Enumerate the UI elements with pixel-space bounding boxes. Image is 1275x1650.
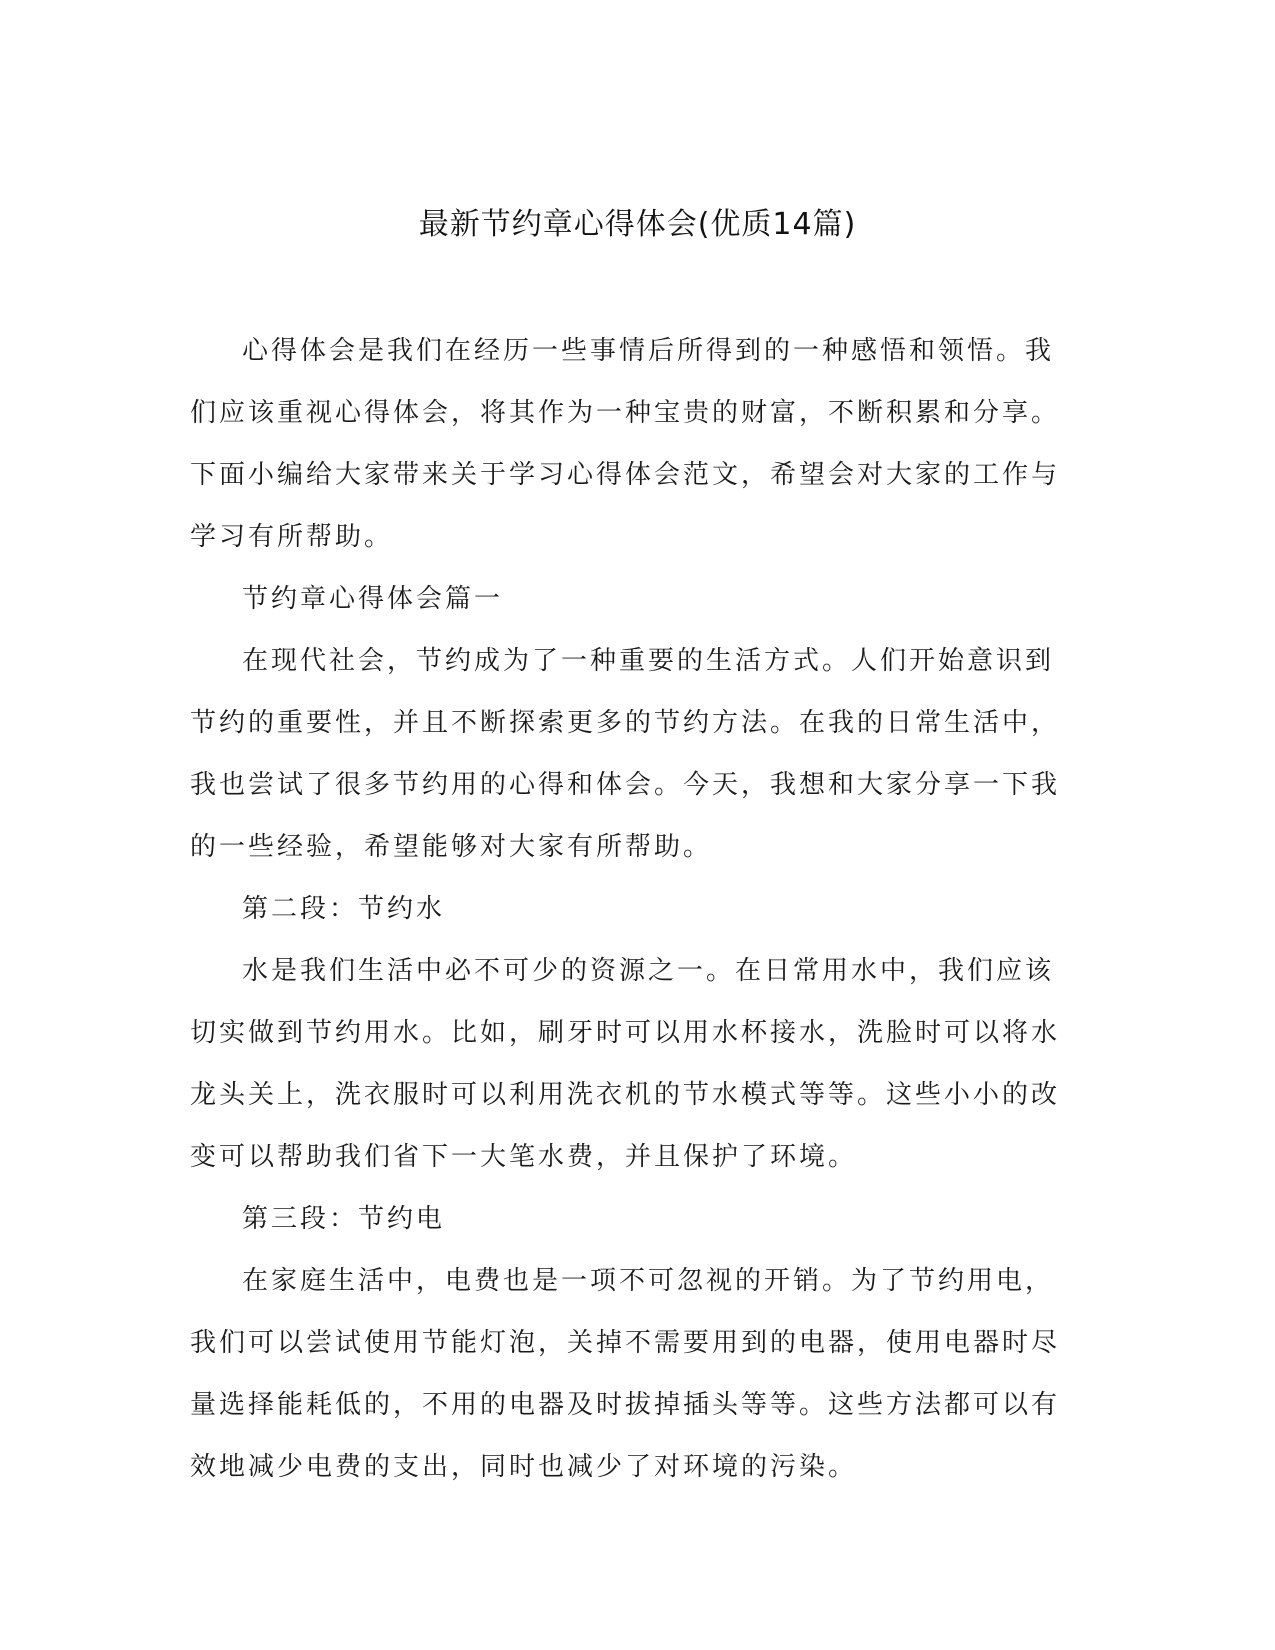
section-heading-part-one: 节约章心得体会篇一 [242,584,504,614]
paragraph-save-electricity: 在家庭生活中，电费也是一项不可忽视的开销。为了节约用电，我们可以尝试使用节能灯泡，关掉不需要用到的电器，使用电器时尽量选择能耗低的，不用的电器及时拔掉插头等等。这些方法都可以有效地减少电费的支出，同时也减少了对环境的污染。 [190,1266,1061,1482]
document-body [190,320,1080,1498]
intro-paragraph: 心得体会是我们在经历一些事情后所得到的一种感悟和领悟。我们应该重视心得体会，将其作为一种宝贵的财富，不断积累和分享。下面小编给大家带来关于学习心得体会范文，希望会对大家的工作与学习有所帮助。 [190,336,1061,552]
document-title: 最新节约章心得体会(优质14篇) [418,207,857,242]
section-heading-save-electricity: 第三段：节约电 [242,1204,446,1234]
section-heading-save-water: 第二段：节约水 [242,894,446,924]
paragraph-save-water: 水是我们生活中必不可少的资源之一。在日常用水中，我们应该切实做到节约用水。比如，刷牙时可以用水杯接水，洗脸时可以将水龙头关上，洗衣服时可以利用洗衣机的节水模式等等。这些小小的改变可以帮助我们省下一大笔水费，并且保护了环境。 [190,956,1061,1172]
paragraph-modern-society: 在现代社会，节约成为了一种重要的生活方式。人们开始意识到节约的重要性，并且不断探索更多的节约方法。在我的日常生活中，我也尝试了很多节约用的心得和体会。今天，我想和大家分享一下我的一些经验，希望能够对大家有所帮助。 [190,646,1061,862]
